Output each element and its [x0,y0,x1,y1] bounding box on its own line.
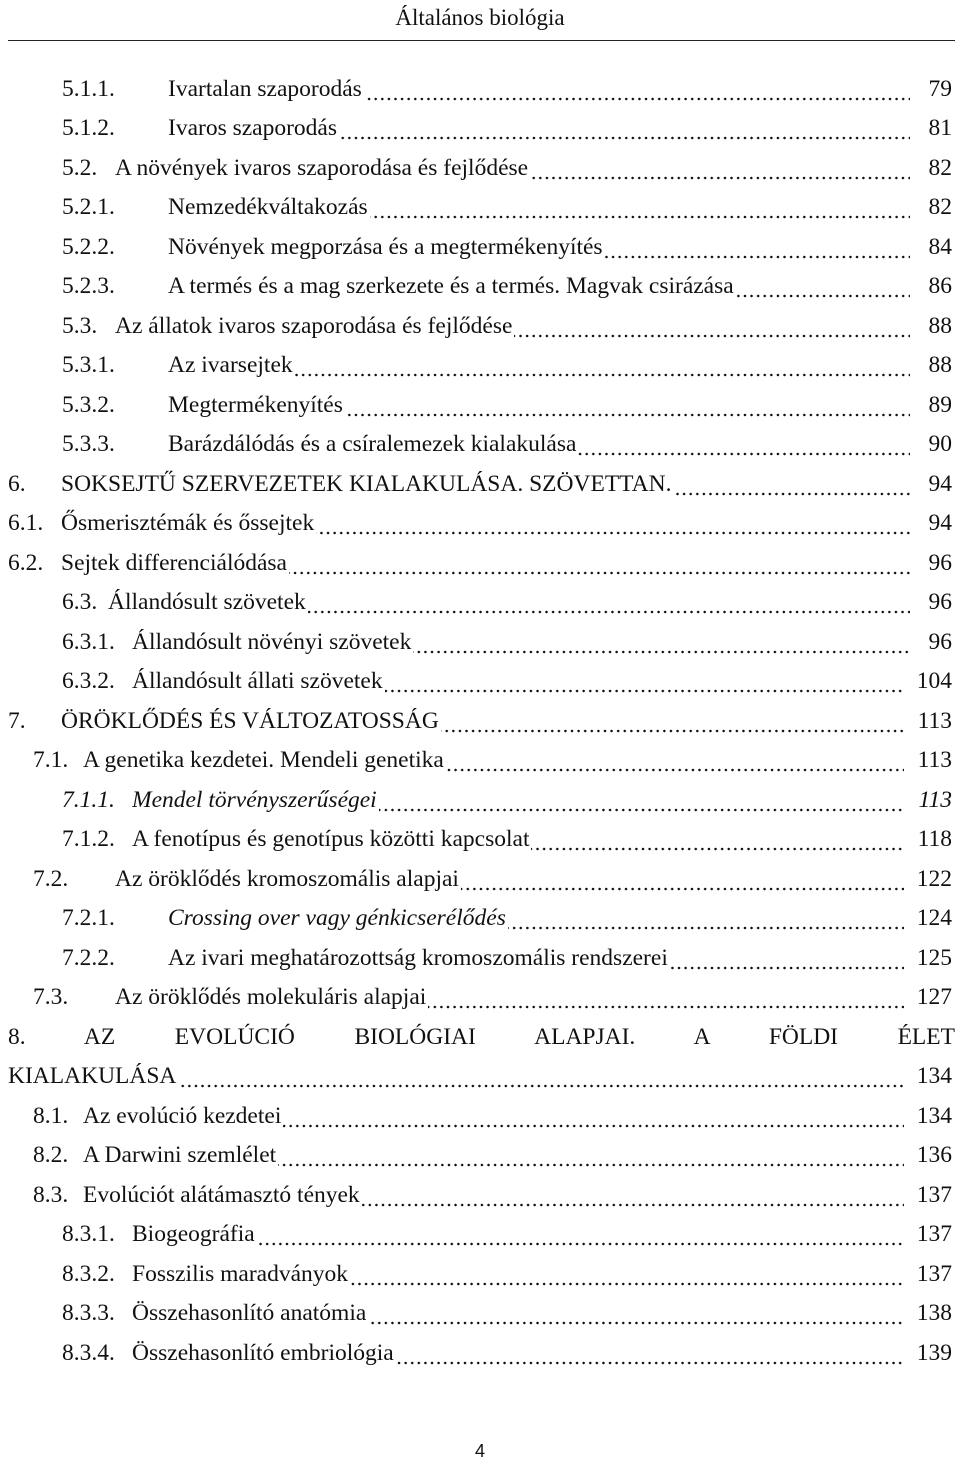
toc-entry-page: 137 [916,1221,952,1247]
toc-entry-6-3[interactable] [62,586,952,618]
toc-entry-page: 137 [916,1182,952,1208]
toc-entry-number: 5.1.2. [62,115,115,141]
toc-entry-page: 122 [916,866,952,892]
toc-entry-number: 5.3.2. [62,392,115,418]
toc-entry-5-2-2[interactable] [62,231,952,263]
toc-entry-title: A növények ivaros szaporodása és fejlődése [115,152,910,184]
toc-entry-5-3-3[interactable] [62,428,952,460]
toc-entry-title: KIALAKULÁSA [8,1060,904,1092]
toc-entry-6-3-2[interactable] [62,665,952,697]
toc-entry-6-1[interactable] [8,507,952,539]
toc-entry-8-3[interactable] [33,1179,952,1211]
toc-entry-6-2[interactable] [8,547,952,579]
toc-entry-title: Állandósult növényi szövetek [132,626,910,658]
toc-entry-number: 7.1. [33,747,69,773]
header-divider [8,40,955,41]
toc-entry-7-3[interactable] [33,981,952,1013]
toc-entry-title: Evolúciót alátámasztó tények [83,1179,904,1211]
toc-entry-8-1[interactable] [33,1100,952,1132]
toc-entry-number: 6.3.1. [62,629,115,655]
toc-entry-page: 137 [916,1261,952,1287]
toc-entry-page: 113 [917,708,952,734]
toc-entry-number: 5.2.2. [62,234,115,260]
toc-entry-page: 139 [916,1340,952,1366]
toc-entry-title: Sejtek differenciálódása [61,547,910,579]
toc-entry-number: 8. [8,1024,26,1050]
toc-entry-number: 5.3. [62,313,98,339]
toc-entry-7[interactable] [8,705,952,737]
toc-entry-title: Növények megporzása és a megtermékenyítés [168,231,910,263]
toc-entry-number: 6.3.2. [62,668,115,694]
toc-entry-page: 125 [916,945,952,971]
toc-entry-page: 90 [928,431,952,457]
toc-entry-7-1-2[interactable] [62,823,952,855]
toc-entry-page: 79 [928,76,952,102]
toc-entry-page: 82 [928,155,952,181]
toc-entry-number: 5.3.3. [62,431,115,457]
toc-entry-7-1[interactable] [33,744,952,776]
toc-entry-title: Nemzedékváltakozás [168,191,910,223]
toc-entry-number: 5.2. [62,155,98,181]
running-header: Általános biológia [395,5,565,30]
toc-entry-title: Ivaros szaporodás [168,112,910,144]
toc-entry-page: 96 [928,629,952,655]
toc-entry-number: 8.3.2. [62,1261,115,1287]
toc-entry-page: 104 [916,668,952,694]
toc-entry-title: Az ivarsejtek [168,349,910,381]
toc-entry-page: 88 [928,352,952,378]
toc-entry-number: 8.3.4. [62,1340,115,1366]
toc-entry-title: Mendel törvényszerűségei [132,784,904,816]
toc-entry-page: 96 [928,550,952,576]
toc-entry-title: Ivartalan szaporodás [168,73,910,105]
toc-entry-7-2-2[interactable] [62,942,952,974]
toc-entry-number: 8.3.1. [62,1221,115,1247]
toc-entry-title: Állandósult szövetek [108,586,910,618]
toc-entry-number: 5.3.1. [62,352,115,378]
toc-entry-7-2[interactable] [33,863,952,895]
toc-entry-7-2-1[interactable] [62,902,952,934]
toc-entry-5-1-2[interactable] [62,112,952,144]
toc-entry-number: 7.3. [33,984,69,1010]
toc-entry-page: 94 [928,471,952,497]
toc-entry-8-3-1[interactable] [62,1218,952,1250]
toc-entry-page: 136 [916,1142,952,1168]
toc-entry-8[interactable] [8,1060,952,1092]
toc-entry-title: SOKSEJTŰ SZERVEZETEK KIALAKULÁSA. SZÖVETTAN. [61,468,910,500]
toc-entry-number: 7. [8,708,26,734]
toc-entry-5-2[interactable] [62,152,952,184]
toc-entry-5-3[interactable] [62,310,952,342]
toc-entry-7-1-1[interactable] [62,784,952,816]
toc-entry-title: Barázdálódás és a csíralemezek kialakulása [168,428,910,460]
toc-entry-page: 113 [918,787,952,813]
toc-entry-number: 8.3. [33,1182,69,1208]
toc-entry-title: Az állatok ivaros szaporodása és fejlődése [115,310,910,342]
toc-entry-number: 8.2. [33,1142,69,1168]
toc-entry-page: 82 [928,194,952,220]
toc-entry-title: ÖRÖKLŐDÉS ÉS VÁLTOZATOSSÁG [61,705,904,737]
toc-entry-6-3-1[interactable] [62,626,952,658]
toc-entry-page: 94 [928,510,952,536]
toc-entry-title: A fenotípus és genotípus közötti kapcsolat [132,823,904,855]
toc-entry-page: 127 [916,984,952,1010]
toc-entry-number: 7.2.1. [62,905,115,931]
toc-entry-5-2-3[interactable] [62,270,952,302]
toc-entry-page: 81 [928,115,952,141]
toc-entry-number: 7.1.1. [62,787,115,813]
toc-entry-title: A termés és a mag szerkezete és a termés. Magvak csirázása [168,270,910,302]
toc-entry-5-3-2[interactable] [62,389,952,421]
toc-entry-title: A Darwini szemlélet [83,1139,904,1171]
toc-entry-page: 96 [928,589,952,615]
toc-entry-page: 124 [916,905,952,931]
toc-entry-title: Az evolúció kezdetei [83,1100,904,1132]
toc-entry-title: Az öröklődés molekuláris alapjai [115,981,904,1013]
toc-entry-number: 6.3. [62,589,98,615]
toc-entry-title: Összehasonlító embriológia [132,1337,904,1369]
toc-entry-page: 134 [916,1063,952,1089]
toc-entry-title: Fosszilis maradványok [132,1258,904,1290]
toc-entry-title: Biogeográfia [132,1218,904,1250]
toc-entry-number: 7.2. [33,866,69,892]
toc-entry-page: 134 [916,1103,952,1129]
toc-entry-8-3-3[interactable] [62,1297,952,1329]
toc-entry-title: Crossing over vagy génkicserélődés [168,902,904,934]
toc-entry-title: Az ivari meghatározottság kromoszomális rendszerei [168,942,904,974]
toc-entry-number: 8.1. [33,1103,69,1129]
toc-entry-8-3-4[interactable] [62,1337,952,1369]
toc-entry-number: 7.2.2. [62,945,115,971]
toc-entry-page: 89 [928,392,952,418]
toc-entry-number: 8.3.3. [62,1300,115,1326]
toc-entry-page: 86 [928,273,952,299]
toc-entry-page: 88 [928,313,952,339]
toc-entry-8-3-2[interactable] [62,1258,952,1290]
page-number: 4 [474,1441,485,1461]
toc-entry-number: 6. [8,471,26,497]
toc-entry-page: 138 [916,1300,952,1326]
toc-entry-title: A genetika kezdetei. Mendeli genetika [83,744,904,776]
toc-entry-number: 6.2. [8,550,44,576]
toc-entry-5-3-1[interactable] [62,349,952,381]
toc-entry-number: 5.2.1. [62,194,115,220]
toc-entry-5-2-1[interactable] [62,191,952,223]
toc-entry-number: 5.1.1. [62,76,115,102]
toc-entry-number: 6.1. [8,510,44,536]
toc-entry-title: Megtermékenyítés [168,389,910,421]
toc-entry-8-2[interactable] [33,1139,952,1171]
toc-entry-6[interactable] [8,468,952,500]
toc-entry-5-1-1[interactable] [62,73,952,105]
toc-entry-title: Az öröklődés kromoszomális alapjai [115,863,904,895]
toc-entry-number: 7.1.2. [62,826,115,852]
toc-entry-number: 5.2.3. [62,273,115,299]
toc-entry-title: Ősmerisztémák és őssejtek [61,507,910,539]
toc-entry-page: 113 [917,747,952,773]
toc-entry-8-line[interactable] [8,1021,955,1053]
toc-entry-title: AZ EVOLÚCIÓ BIOLÓGIAI ALAPJAI. A FÖLDI ÉLET [83,1024,955,1050]
toc-entry-title: Összehasonlító anatómia [132,1297,904,1329]
toc-entry-page: 118 [917,826,952,852]
toc-entry-title: Állandósult állati szövetek [132,665,904,697]
toc-entry-page: 84 [928,234,952,260]
